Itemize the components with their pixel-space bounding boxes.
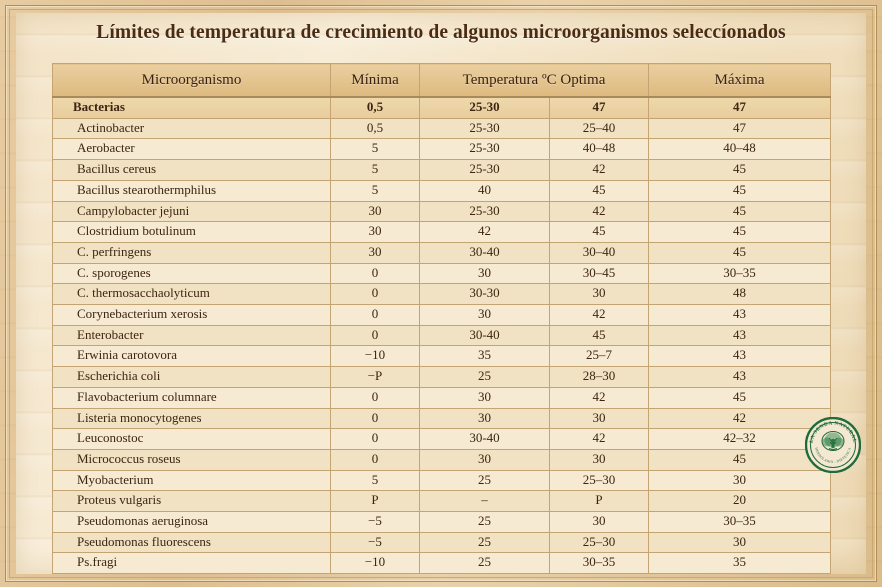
- cell-opt1: 30: [420, 263, 550, 284]
- table-row: [53, 325, 831, 346]
- cell-max: 40–48: [649, 139, 831, 160]
- cell-max: 45: [649, 449, 831, 470]
- cell-opt2: 28–30: [550, 367, 649, 388]
- cell-min: 0: [331, 284, 420, 305]
- cell-min: −10: [331, 346, 420, 367]
- table-row: [53, 408, 831, 429]
- column-header-max: Máxima: [649, 64, 831, 98]
- table-row: [53, 367, 831, 388]
- cell-name: Escherichia coli: [53, 367, 331, 388]
- cell-opt2: 45: [550, 222, 649, 243]
- cell-opt2: 42: [550, 160, 649, 181]
- cell-name: Corynebacterium xerosis: [53, 305, 331, 326]
- cell-min: 5: [331, 180, 420, 201]
- cell-opt1: 30-30: [420, 284, 550, 305]
- cell-opt2: 30–45: [550, 263, 649, 284]
- cell-min: 0: [331, 305, 420, 326]
- cell-min: 0,5: [331, 97, 420, 118]
- column-header-opt: Temperatura ºC Optima: [420, 64, 649, 98]
- cell-min: 0: [331, 325, 420, 346]
- cell-min: 0: [331, 408, 420, 429]
- table-header: [53, 64, 831, 98]
- table-row: [53, 97, 831, 118]
- column-header-min: Mínima: [331, 64, 420, 98]
- cell-opt1: 40: [420, 180, 550, 201]
- cell-opt1: 25-30: [420, 201, 550, 222]
- cell-name: C. thermosacchaolyticum: [53, 284, 331, 305]
- cell-max: 30: [649, 470, 831, 491]
- cell-opt2: 30: [550, 512, 649, 533]
- cell-max: 30–35: [649, 263, 831, 284]
- cell-opt2: 42: [550, 429, 649, 450]
- temperature-table-container: [52, 63, 830, 574]
- table-row: [53, 180, 831, 201]
- table-row: [53, 284, 831, 305]
- cell-name: Proteus vulgaris: [53, 491, 331, 512]
- cell-min: 30: [331, 242, 420, 263]
- cell-opt2: 30: [550, 449, 649, 470]
- cell-max: 45: [649, 160, 831, 181]
- cell-max: 45: [649, 242, 831, 263]
- cell-name: Pseudomonas aeruginosa: [53, 512, 331, 533]
- cell-opt1: 25: [420, 470, 550, 491]
- cell-opt2: 47: [550, 97, 649, 118]
- cell-name: Leuconostoc: [53, 429, 331, 450]
- cell-opt1: 25: [420, 512, 550, 533]
- cell-name: Aerobacter: [53, 139, 331, 160]
- cell-name: Ps.fragi: [53, 553, 331, 574]
- page-title: Límites de temperatura de crecimiento de algunos microorganismos seleccíonados: [96, 22, 786, 43]
- table-header-row: [53, 64, 831, 98]
- cell-opt1: 25: [420, 553, 550, 574]
- table-body: [53, 97, 831, 574]
- cell-name: Enterobacter: [53, 325, 331, 346]
- cell-max: 30–35: [649, 512, 831, 533]
- cell-opt2: P: [550, 491, 649, 512]
- cell-opt2: 25–40: [550, 118, 649, 139]
- cell-max: 45: [649, 387, 831, 408]
- cell-name: Bacterias: [53, 97, 331, 118]
- cell-min: −5: [331, 512, 420, 533]
- cell-name: Pseudomonas fluorescens: [53, 532, 331, 553]
- cell-name: Bacillus cereus: [53, 160, 331, 181]
- cell-max: 43: [649, 325, 831, 346]
- temperature-limits-table: [52, 63, 831, 574]
- cell-name: Actinobacter: [53, 118, 331, 139]
- table-row: [53, 429, 831, 450]
- cell-opt2: 30–40: [550, 242, 649, 263]
- table-row: [53, 242, 831, 263]
- cell-name: C. sporogenes: [53, 263, 331, 284]
- logo-bottom-text: HERBOLARIO - DIETETICA: [814, 447, 852, 465]
- cell-opt1: 30: [420, 387, 550, 408]
- cell-opt2: 42: [550, 201, 649, 222]
- cell-name: C. perfringens: [53, 242, 331, 263]
- table-row: [53, 139, 831, 160]
- table-row: [53, 346, 831, 367]
- cell-opt2: 42: [550, 387, 649, 408]
- table-row: [53, 118, 831, 139]
- table-row: [53, 532, 831, 553]
- cell-opt1: 30-40: [420, 429, 550, 450]
- table-row: [53, 201, 831, 222]
- cell-min: 0: [331, 387, 420, 408]
- cell-min: −5: [331, 532, 420, 553]
- table-row: [53, 470, 831, 491]
- cell-opt2: 25–7: [550, 346, 649, 367]
- cell-min: −P: [331, 367, 420, 388]
- cell-opt2: 30: [550, 284, 649, 305]
- cell-opt1: 30: [420, 449, 550, 470]
- cell-opt1: 25-30: [420, 139, 550, 160]
- cell-max: 43: [649, 367, 831, 388]
- cell-min: 0: [331, 449, 420, 470]
- table-row: [53, 222, 831, 243]
- cell-max: 48: [649, 284, 831, 305]
- cell-max: 43: [649, 305, 831, 326]
- cell-opt1: 35: [420, 346, 550, 367]
- cell-name: Clostridium botulinum: [53, 222, 331, 243]
- table-row: [53, 305, 831, 326]
- cell-opt2: 45: [550, 325, 649, 346]
- table-row: [53, 160, 831, 181]
- cell-max: 45: [649, 180, 831, 201]
- table-row: [53, 512, 831, 533]
- cell-name: Listeria monocytogenes: [53, 408, 331, 429]
- cell-max: 35: [649, 553, 831, 574]
- cell-max: 47: [649, 97, 831, 118]
- cell-opt2: 30–35: [550, 553, 649, 574]
- logo-top-text: LA SENDA NATURAL: [808, 420, 858, 444]
- cell-min: 5: [331, 139, 420, 160]
- table-row: [53, 553, 831, 574]
- cell-opt2: 25–30: [550, 470, 649, 491]
- cell-name: Bacillus stearothermphilus: [53, 180, 331, 201]
- cell-min: 5: [331, 160, 420, 181]
- cell-min: 30: [331, 201, 420, 222]
- la-senda-natural-logo: [805, 417, 861, 473]
- cell-opt2: 45: [550, 180, 649, 201]
- cell-opt1: 25: [420, 367, 550, 388]
- cell-name: Erwinia carotovora: [53, 346, 331, 367]
- cell-min: P: [331, 491, 420, 512]
- cell-min: 5: [331, 470, 420, 491]
- cell-opt1: 25-30: [420, 160, 550, 181]
- cell-opt1: 25-30: [420, 118, 550, 139]
- cell-min: 0,5: [331, 118, 420, 139]
- cell-opt1: 30-40: [420, 325, 550, 346]
- cell-opt1: 25-30: [420, 97, 550, 118]
- table-row: [53, 449, 831, 470]
- cell-min: 30: [331, 222, 420, 243]
- cell-max: 45: [649, 201, 831, 222]
- cell-max: 45: [649, 222, 831, 243]
- cell-max: 20: [649, 491, 831, 512]
- cell-name: Micrococcus roseus: [53, 449, 331, 470]
- table-row: [53, 491, 831, 512]
- cell-name: Flavobacterium columnare: [53, 387, 331, 408]
- cell-opt1: 42: [420, 222, 550, 243]
- cell-name: Campylobacter jejuni: [53, 201, 331, 222]
- cell-name: Myobacterium: [53, 470, 331, 491]
- table-row: [53, 263, 831, 284]
- cell-min: −10: [331, 553, 420, 574]
- cell-max: 42–32: [649, 429, 831, 450]
- column-header-name: Microorganismo: [53, 64, 331, 98]
- cell-max: 47: [649, 118, 831, 139]
- cell-max: 30: [649, 532, 831, 553]
- cell-max: 43: [649, 346, 831, 367]
- cell-max: 42: [649, 408, 831, 429]
- cell-min: 0: [331, 263, 420, 284]
- content-panel: [16, 13, 866, 574]
- cell-opt1: 30: [420, 408, 550, 429]
- cell-opt2: 40–48: [550, 139, 649, 160]
- cell-opt2: 42: [550, 305, 649, 326]
- cell-opt2: 30: [550, 408, 649, 429]
- cell-opt1: –: [420, 491, 550, 512]
- table-row: [53, 387, 831, 408]
- cell-min: 0: [331, 429, 420, 450]
- cell-opt1: 25: [420, 532, 550, 553]
- cell-opt1: 30-40: [420, 242, 550, 263]
- cell-opt2: 25–30: [550, 532, 649, 553]
- cell-opt1: 30: [420, 305, 550, 326]
